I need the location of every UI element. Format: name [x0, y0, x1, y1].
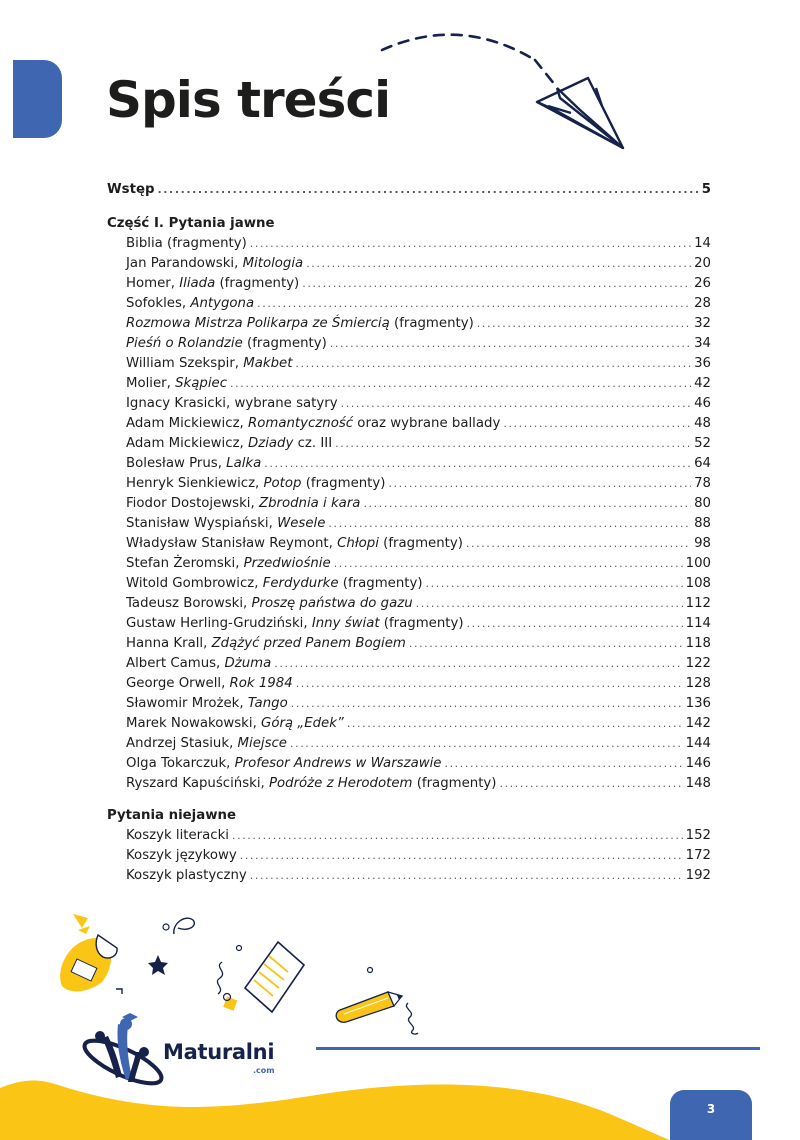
toc-entry[interactable]	[107, 274, 711, 294]
toc-entry[interactable]	[107, 454, 711, 474]
toc-entry[interactable]	[107, 474, 711, 494]
paper-plane-icon	[370, 30, 640, 160]
section-heading-part1: Część I. Pytania jawne	[107, 216, 275, 231]
entry-text: Koszyk literacki	[126, 828, 229, 843]
dot-leader	[426, 574, 683, 594]
toc-entry-label	[126, 514, 325, 534]
toc-entry-page: 46	[694, 396, 711, 411]
work-title: Pieśń o Rolandzie	[126, 336, 243, 351]
dot-leader	[334, 554, 683, 574]
work-title: Skąpiec	[175, 376, 228, 391]
toc-entry-label	[126, 294, 254, 314]
dot-leader	[477, 314, 691, 334]
toc-entry[interactable]	[107, 394, 711, 414]
pencil-icon	[336, 968, 418, 1035]
toc-entry-label	[126, 334, 327, 354]
toc-entry[interactable]	[107, 846, 711, 866]
star-icon	[148, 955, 168, 975]
dot-leader	[274, 654, 682, 674]
toc-entry-page: 118	[685, 636, 711, 651]
toc-entry-label	[126, 594, 413, 614]
entry-text: (fragmenty)	[338, 576, 423, 591]
toc-entry[interactable]	[107, 866, 711, 886]
toc-entry-label	[126, 774, 496, 794]
toc-entry-page: 100	[685, 556, 711, 571]
entry-text: Olga Tokarczuk,	[126, 756, 235, 771]
work-title: Rok 1984	[229, 676, 293, 691]
work-title: Romantyczność	[248, 416, 354, 431]
toc-entry-page: 136	[685, 696, 711, 711]
table-of-contents	[107, 180, 711, 886]
entry-text: Ignacy Krasicki, wybrane satyry	[126, 396, 338, 411]
toc-entry[interactable]	[107, 494, 711, 514]
toc-entry-page: 146	[685, 756, 711, 771]
dot-leader	[295, 354, 691, 374]
dot-leader	[388, 474, 691, 494]
entry-text: oraz wybrane ballady	[353, 416, 501, 431]
toc-entry[interactable]	[107, 754, 711, 774]
work-title: Przedwiośnie	[243, 556, 331, 571]
toc-entry[interactable]	[107, 614, 711, 634]
toc-entry[interactable]	[107, 674, 711, 694]
toc-entry[interactable]	[107, 734, 711, 754]
toc-entry-label	[126, 254, 303, 274]
entry-text: (fragmenty)	[242, 336, 327, 351]
work-title: Miejsce	[237, 736, 287, 751]
toc-entry-label	[126, 474, 385, 494]
toc-entry-label	[126, 354, 292, 374]
dot-leader	[157, 180, 698, 200]
dot-leader	[290, 734, 683, 754]
toc-entry-page: 36	[694, 356, 711, 371]
toc-entry-page: 148	[685, 776, 711, 791]
part2-entries	[107, 826, 711, 886]
dot-leader	[416, 594, 683, 614]
entry-text: (fragmenty)	[412, 776, 497, 791]
toc-entry-page: 152	[685, 828, 711, 843]
toc-entry-label	[126, 846, 237, 866]
toc-entry[interactable]	[107, 694, 711, 714]
dot-leader	[264, 454, 691, 474]
work-title: Makbet	[243, 356, 293, 371]
toc-entry-label	[126, 574, 423, 594]
work-title: Tango	[247, 696, 288, 711]
toc-entry-label	[126, 826, 229, 846]
entry-text: Andrzej Stasiuk,	[126, 736, 238, 751]
work-title: Zbrodnia i kara	[258, 496, 361, 511]
dot-leader	[363, 494, 691, 514]
entry-text: cz. III	[293, 436, 333, 451]
toc-entry-label	[126, 614, 464, 634]
work-title: Ferdydurke	[262, 576, 339, 591]
toc-entry-label	[126, 434, 332, 454]
toc-entry-page: 80	[694, 496, 711, 511]
toc-entry-label	[126, 374, 227, 394]
toc-entry-page: 42	[694, 376, 711, 391]
toc-entry[interactable]	[107, 654, 711, 674]
section-heading-part2: Pytania niejawne	[107, 808, 236, 823]
toc-entry-label	[126, 274, 299, 294]
entry-text: Bolesław Prus,	[126, 456, 227, 471]
toc-entry-page: 52	[694, 436, 711, 451]
work-title: Profesor Andrews w Warszawie	[234, 756, 442, 771]
dot-leader	[499, 774, 682, 794]
toc-entry-label	[126, 714, 344, 734]
work-title: Antygona	[190, 296, 255, 311]
work-title: Iliada	[179, 276, 216, 291]
work-title: Podróże z Herodotem	[268, 776, 413, 791]
dot-leader	[306, 254, 691, 274]
toc-entry[interactable]	[107, 554, 711, 574]
toc-entry[interactable]	[107, 514, 711, 534]
dot-leader	[503, 414, 691, 434]
toc-entry-label	[126, 394, 338, 414]
toc-entry-page: 112	[685, 596, 711, 611]
work-title: Dżuma	[224, 656, 272, 671]
dot-leader	[302, 274, 691, 294]
toc-entry[interactable]	[107, 354, 711, 374]
entry-text: Marek Nowakowski,	[126, 716, 262, 731]
toc-entry-label	[126, 534, 463, 554]
entry-text: Sofokles,	[126, 296, 191, 311]
toc-entry-label	[126, 866, 247, 886]
chapter-tab-decoration	[13, 60, 62, 138]
toc-entry-label	[126, 674, 293, 694]
notepad-icon	[217, 942, 304, 1012]
entry-text: Witold Gombrowicz,	[126, 576, 263, 591]
toc-entry[interactable]	[107, 374, 711, 394]
entry-text: Stefan Żeromski,	[126, 556, 244, 571]
toc-entry-page: 144	[685, 736, 711, 751]
toc-entry-label	[126, 654, 271, 674]
toc-entry[interactable]	[107, 826, 711, 846]
toc-entry-page: 98	[694, 536, 711, 551]
toc-entry-label	[126, 234, 247, 254]
toc-entry-label	[126, 754, 441, 774]
toc-entry-label	[126, 734, 287, 754]
work-title: Górą „Edek”	[261, 716, 344, 731]
toc-entry[interactable]	[107, 534, 711, 554]
dot-leader	[466, 534, 691, 554]
work-title: Potop	[263, 476, 302, 491]
toc-entry-page: 142	[685, 716, 711, 731]
toc-entry-page: 5	[701, 182, 711, 197]
entry-text: Koszyk plastyczny	[126, 868, 247, 883]
backpack-icon	[60, 914, 194, 994]
dot-leader	[347, 714, 683, 734]
work-title: Rozmowa Mistrza Polikarpa ze Śmiercią	[126, 316, 390, 331]
toc-entry[interactable]	[107, 234, 711, 254]
dot-leader	[240, 846, 683, 866]
toc-entry[interactable]	[107, 294, 711, 314]
toc-entry[interactable]	[107, 254, 711, 274]
entry-text: Adam Mickiewicz,	[126, 436, 248, 451]
toc-entry[interactable]	[107, 634, 711, 654]
dot-leader	[467, 614, 683, 634]
toc-entry-page: 48	[694, 416, 711, 431]
toc-entry-label	[126, 634, 406, 654]
entry-text: Molier,	[126, 376, 176, 391]
toc-entry-label	[126, 494, 360, 514]
entry-text: (fragmenty)	[379, 616, 464, 631]
entry-text: Władysław Stanisław Reymont,	[126, 536, 338, 551]
toc-entry-intro[interactable]	[107, 180, 711, 200]
toc-entry[interactable]	[107, 574, 711, 594]
work-title: Inny świat	[311, 616, 380, 631]
logo-domain: .com	[253, 1066, 275, 1075]
part1-entries	[107, 234, 711, 794]
logo-wordmark: Maturalni	[163, 1040, 275, 1064]
toc-entry-label	[126, 454, 261, 474]
entry-text: Koszyk językowy	[126, 848, 237, 863]
toc-entry-page: 26	[694, 276, 711, 291]
toc-entry-label	[126, 694, 288, 714]
page-number-badge: 3	[670, 1090, 752, 1140]
dot-leader	[444, 754, 682, 774]
entry-text: Hanna Krall,	[126, 636, 212, 651]
toc-entry-page: 34	[694, 336, 711, 351]
dot-leader	[335, 434, 691, 454]
toc-entry-page: 172	[685, 848, 711, 863]
entry-text: Sławomir Mrożek,	[126, 696, 248, 711]
entry-text: Fiodor Dostojewski,	[126, 496, 259, 511]
dot-leader	[296, 674, 683, 694]
work-title: Mitologia	[242, 256, 304, 271]
dot-leader	[328, 514, 691, 534]
entry-text: Stanisław Wyspiański,	[126, 516, 278, 531]
toc-entry-page: 28	[694, 296, 711, 311]
entry-text: Gustaw Herling-Grudziński,	[126, 616, 312, 631]
toc-entry[interactable]	[107, 594, 711, 614]
toc-entry-page: 122	[685, 656, 711, 671]
toc-entry-page: 78	[694, 476, 711, 491]
entry-text: Tadeusz Borowski,	[126, 596, 252, 611]
entry-text: (fragmenty)	[301, 476, 386, 491]
toc-entry-page: 32	[694, 316, 711, 331]
dot-leader	[291, 694, 683, 714]
entry-text: William Szekspir,	[126, 356, 244, 371]
toc-entry-label	[126, 554, 331, 574]
toc-entry-page: 64	[694, 456, 711, 471]
entry-text: Albert Camus,	[126, 656, 225, 671]
entry-text: (fragmenty)	[215, 276, 300, 291]
toc-entry-page: 114	[685, 616, 711, 631]
entry-text: Jan Parandowski,	[126, 256, 243, 271]
toc-entry[interactable]	[107, 334, 711, 354]
entry-text: (fragmenty)	[389, 316, 474, 331]
entry-text: Homer,	[126, 276, 180, 291]
toc-entry-label	[126, 314, 474, 334]
dot-leader	[341, 394, 691, 414]
entry-text: (fragmenty)	[378, 536, 463, 551]
dot-leader	[330, 334, 691, 354]
dot-leader	[250, 234, 691, 254]
dot-leader	[232, 826, 683, 846]
dot-leader	[409, 634, 683, 654]
entry-text: Henryk Sienkiewicz,	[126, 476, 264, 491]
work-title: Lalka	[226, 456, 262, 471]
dot-leader	[257, 294, 691, 314]
toc-entry-page: 88	[694, 516, 711, 531]
entry-text: Adam Mickiewicz,	[126, 416, 248, 431]
entry-text: Biblia (fragmenty)	[126, 236, 247, 251]
work-title: Wesele	[277, 516, 326, 531]
toc-entry-page: 108	[685, 576, 711, 591]
toc-entry[interactable]	[107, 414, 711, 434]
toc-entry[interactable]	[107, 314, 711, 334]
work-title: Dziady	[248, 436, 294, 451]
entry-text: George Orwell,	[126, 676, 230, 691]
work-title: Zdążyć przed Panem Bogiem	[211, 636, 406, 651]
footer-divider	[316, 1047, 760, 1050]
work-title: Chłopi	[337, 536, 379, 551]
work-title: Proszę państwa do gazu	[251, 596, 413, 611]
toc-entry[interactable]	[107, 434, 711, 454]
toc-entry-page: 14	[694, 236, 711, 251]
dot-leader	[230, 374, 691, 394]
toc-entry-page: 20	[694, 256, 711, 271]
page-title: Spis treści	[106, 71, 391, 129]
entry-text: Ryszard Kapuściński,	[126, 776, 269, 791]
toc-entry-page: 128	[685, 676, 711, 691]
toc-entry-label	[126, 414, 500, 434]
dot-leader	[250, 866, 683, 886]
toc-entry-label: Wstęp	[107, 182, 155, 197]
toc-entry[interactable]	[107, 774, 711, 794]
toc-entry-page: 192	[685, 868, 711, 883]
toc-entry[interactable]	[107, 714, 711, 734]
